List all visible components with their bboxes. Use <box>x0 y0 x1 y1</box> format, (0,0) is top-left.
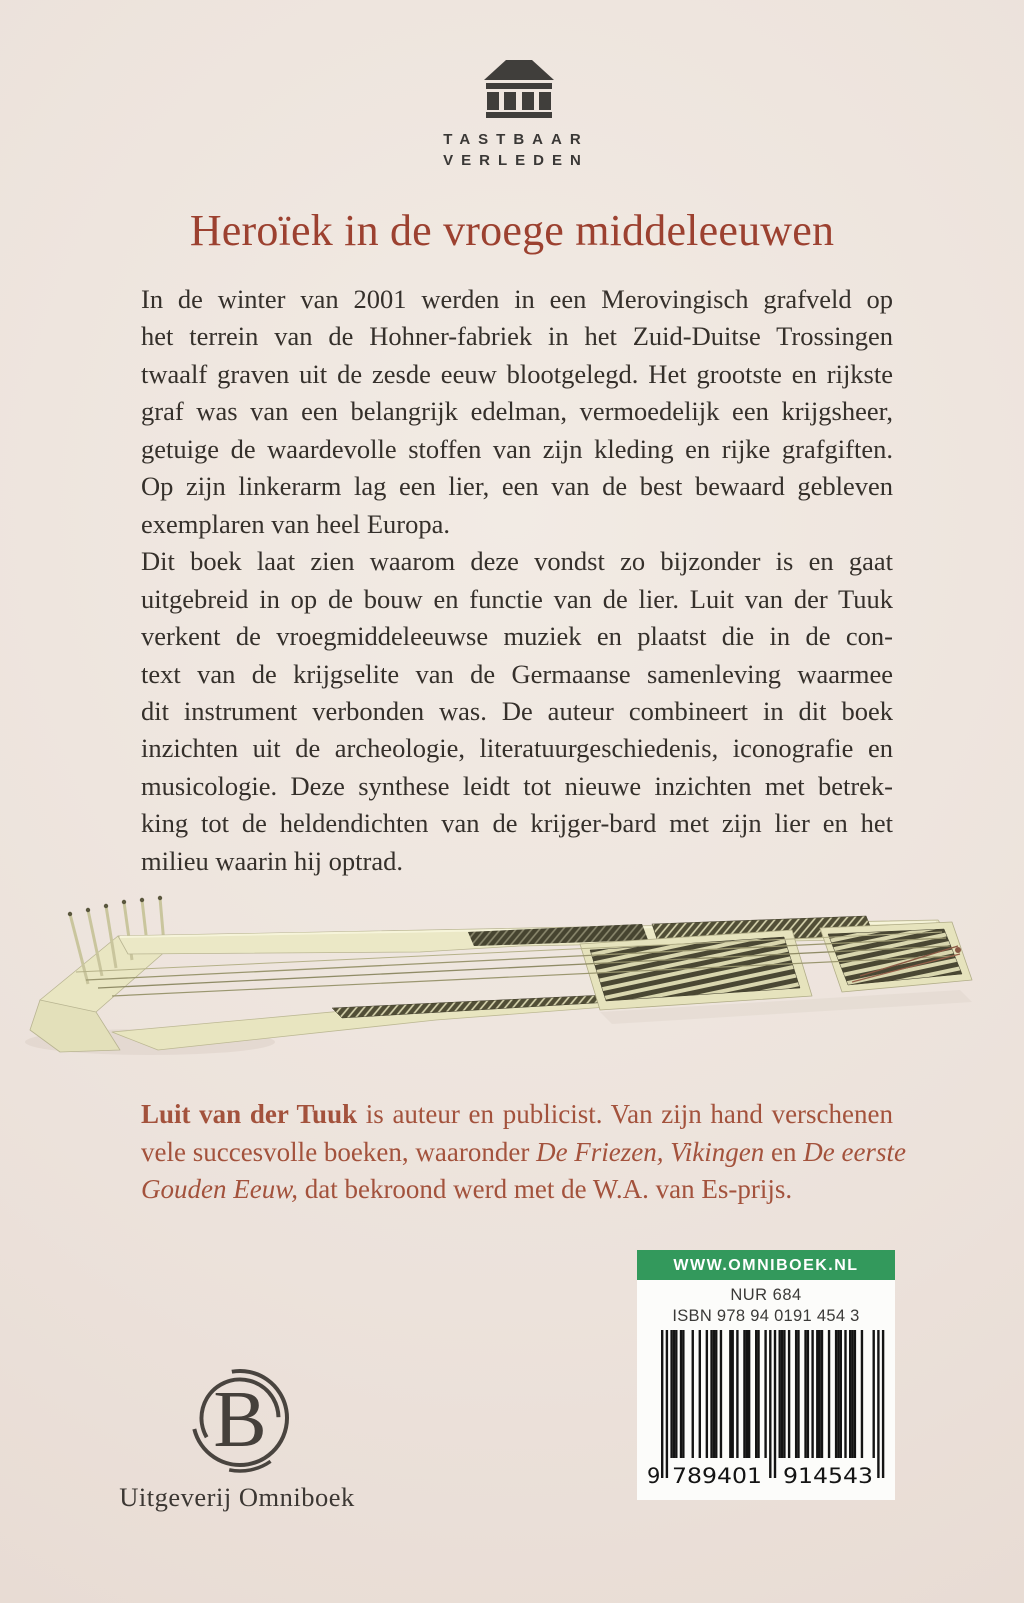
synopsis-line: In de winter van 2001 werden in een Merovingisch grafveld op <box>141 284 893 314</box>
synopsis-line: graf was van een belangrijk edelman, vermoedelijk een krijgsheer, <box>141 396 893 427</box>
synopsis <box>141 281 893 880</box>
publisher-website-banner: WWW.OMNIBOEK.NL <box>637 1250 895 1280</box>
publisher-logo-letter: B <box>213 1376 267 1464</box>
author-bio <box>141 1096 906 1209</box>
barcode-digits-mid: 789401 <box>672 1464 762 1488</box>
nur-code: NUR 684 <box>730 1286 802 1304</box>
synopsis-line: twaalf graven uit de zesde eeuw blootgelegd. Het grootste en rijkste <box>141 358 893 389</box>
isbn-label: ISBN 978 94 0191 454 3 <box>672 1307 860 1325</box>
synopsis-line: milieu waarin hij optrad. <box>141 845 403 876</box>
barcode-digit-left: 9 <box>647 1464 661 1488</box>
publisher-name: Uitgeverij Omniboek <box>119 1482 355 1512</box>
book-title: Heroïek in de vroege middeleeuwen <box>189 206 835 255</box>
publisher-monogram-icon <box>168 1342 318 1492</box>
ean-barcode <box>647 1330 885 1488</box>
lyre-photo <box>0 880 1024 1080</box>
synopsis-line: king tot de heldendichten van de krijger-bard met zijn lier en het <box>141 808 893 839</box>
synopsis-line: Op zijn linkerarm lag een lier, een van de best bewaard gebleven <box>141 471 893 502</box>
synopsis-line: musicologie. Deze synthese leidt tot nieuwe inzichten met betrek- <box>141 770 893 801</box>
bio-line: Gouden Eeuw, dat bekroond werd met de W.A. van Es-prijs. <box>141 1174 793 1204</box>
synopsis-line: het terrein van de Hohner-fabriek in het Zuid-Duitse Trossingen <box>141 321 893 352</box>
series-name-line2: VERLEDEN <box>443 152 589 169</box>
series-name-line1: TASTBAAR <box>443 131 589 148</box>
temple-icon <box>484 60 554 118</box>
barcode-digits-right: 914543 <box>783 1464 873 1488</box>
bio-line: vele succesvolle boeken, waaronder De Friezen, Vikingen en De eerste <box>141 1136 906 1167</box>
bio-line: Luit van der Tuuk is auteur en publicist. Van zijn hand verschenen <box>141 1099 894 1129</box>
synopsis-line: uitgebreid in op de bouw en functie van de lier. Luit van der Tuuk <box>141 583 893 614</box>
synopsis-line: verkent de vroegmiddeleeuwse muziek en plaatst die in de con- <box>141 621 893 652</box>
barcode-box <box>637 1250 895 1500</box>
synopsis-line: text van de krijgselite van de Germaanse samenleving waarmee <box>141 658 893 689</box>
synopsis-line: inzichten uit de archeologie, literatuurgeschiedenis, iconografie en <box>141 733 893 764</box>
synopsis-line: dit instrument verbonden was. De auteur combineert in dit boek <box>141 695 893 726</box>
synopsis-line: Dit boek laat zien waarom deze vondst zo bijzonder is en gaat <box>141 546 893 577</box>
synopsis-line: exemplaren van heel Europa. <box>141 508 451 539</box>
author-name: Luit van der Tuuk <box>141 1099 358 1129</box>
synopsis-line: getuige de waardevolle stoffen van zijn kleding en rijke grafgiften. <box>141 433 893 464</box>
